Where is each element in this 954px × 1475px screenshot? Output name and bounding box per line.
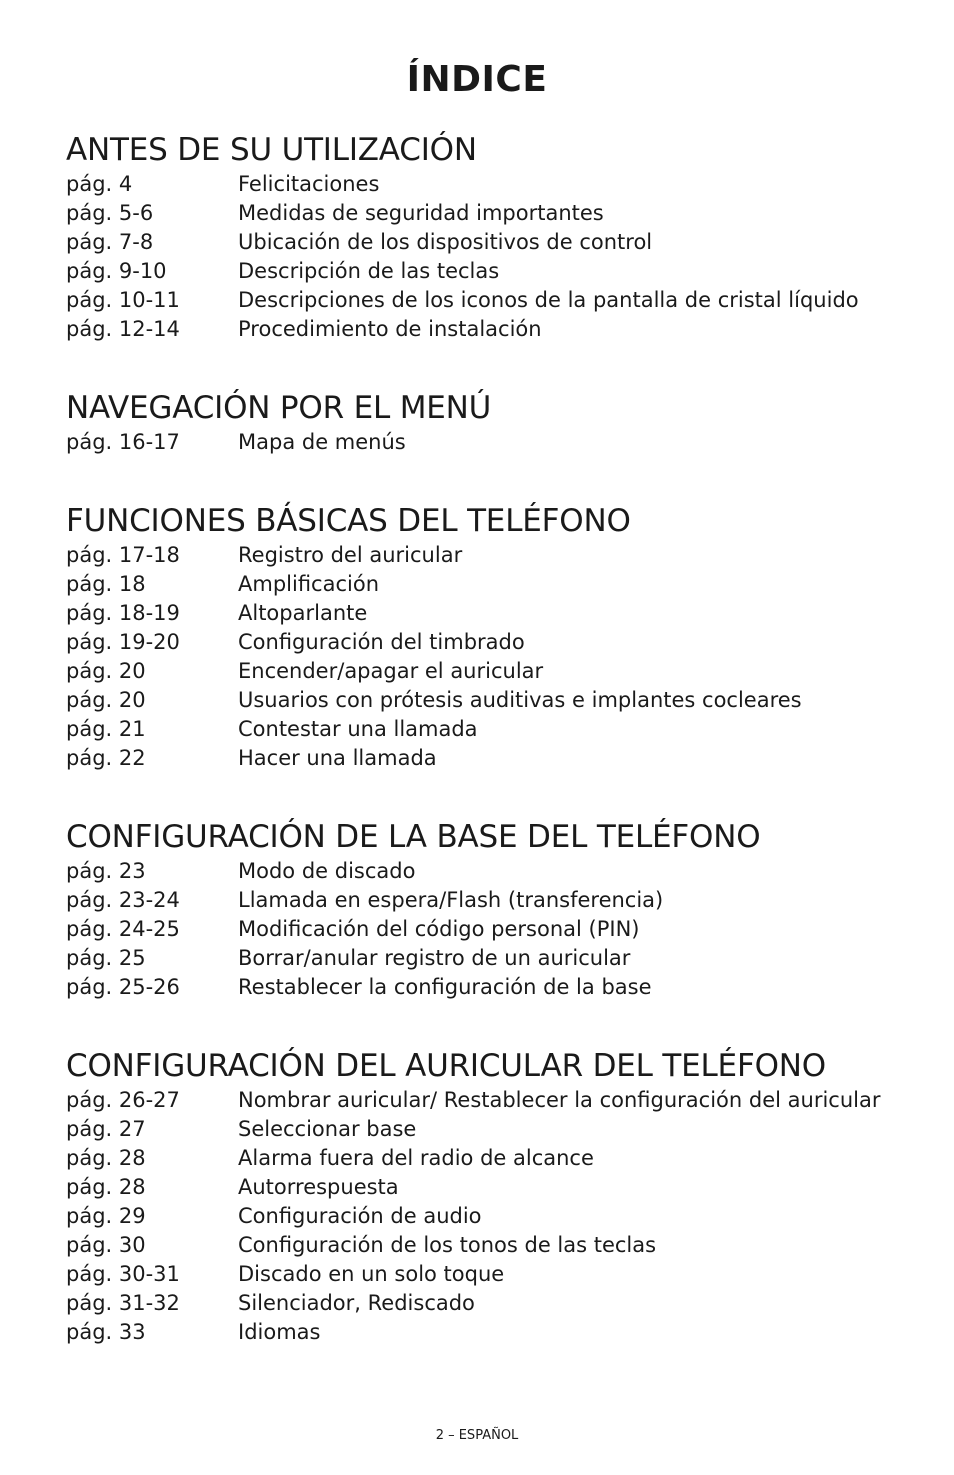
toc-entry bbox=[66, 1144, 906, 1173]
toc-entry bbox=[66, 657, 906, 686]
toc-entry bbox=[66, 199, 906, 228]
toc-entry bbox=[66, 1318, 906, 1347]
toc-entry bbox=[66, 628, 906, 657]
page-ref: pág. 30-31 bbox=[66, 1262, 180, 1286]
entry-text: Configuración del timbrado bbox=[238, 630, 525, 654]
entry-text: Descripción de las teclas bbox=[238, 259, 500, 283]
entry-text: Contestar una llamada bbox=[238, 717, 478, 741]
page-ref: pág. 5-6 bbox=[66, 201, 154, 225]
entry-text: Medidas de seguridad importantes bbox=[238, 201, 604, 225]
entry-text: Borrar/anular registro de un auricular bbox=[238, 946, 631, 970]
entry-text: Autorrespuesta bbox=[238, 1175, 399, 1199]
toc-entry bbox=[66, 428, 906, 457]
toc-entry bbox=[66, 286, 906, 315]
entry-text: Descripciones de los iconos de la pantalla de cristal líquido bbox=[238, 288, 859, 312]
page-ref: pág. 25-26 bbox=[66, 975, 180, 999]
page-ref: pág. 9-10 bbox=[66, 259, 167, 283]
toc-entry bbox=[66, 715, 906, 744]
page-ref: pág. 16-17 bbox=[66, 430, 180, 454]
page-ref: pág. 17-18 bbox=[66, 543, 180, 567]
toc-entry bbox=[66, 1086, 906, 1115]
page-ref: pág. 24-25 bbox=[66, 917, 180, 941]
section-title: CONFIGURACIÓN DE LA BASE DEL TELÉFONO bbox=[66, 819, 761, 855]
entry-text: Configuración de audio bbox=[238, 1204, 482, 1228]
entry-text: Encender/apagar el auricular bbox=[238, 659, 544, 683]
toc-entry bbox=[66, 1260, 906, 1289]
entry-text: Hacer una llamada bbox=[238, 746, 437, 770]
toc-entry bbox=[66, 1115, 906, 1144]
toc-entry bbox=[66, 915, 906, 944]
entry-text: Restablecer la configuración de la base bbox=[238, 975, 652, 999]
page-ref: pág. 29 bbox=[66, 1204, 146, 1228]
toc-entry bbox=[66, 315, 906, 344]
page-footer: 2 – ESPAÑOL bbox=[435, 1428, 519, 1443]
toc-entry bbox=[66, 744, 906, 773]
toc-entry bbox=[66, 1231, 906, 1260]
page-ref: pág. 31-32 bbox=[66, 1291, 180, 1315]
entry-text: Modificación del código personal (PIN) bbox=[238, 917, 640, 941]
entry-text: Usuarios con prótesis auditivas e implantes cocleares bbox=[238, 688, 802, 712]
page-ref: pág. 19-20 bbox=[66, 630, 180, 654]
toc-entry bbox=[66, 1289, 906, 1318]
table-of-contents bbox=[66, 130, 906, 1391]
page-ref: pág. 25 bbox=[66, 946, 146, 970]
page-ref: pág. 28 bbox=[66, 1175, 146, 1199]
entry-text: Discado en un solo toque bbox=[238, 1262, 505, 1286]
section-title: CONFIGURACIÓN DEL AURICULAR DEL TELÉFONO bbox=[66, 1048, 826, 1084]
toc-section-navegacion bbox=[66, 388, 906, 457]
toc-section-antes bbox=[66, 130, 906, 344]
page-ref: pág. 33 bbox=[66, 1320, 146, 1344]
entry-text: Procedimiento de instalación bbox=[238, 317, 542, 341]
entry-text: Nombrar auricular/ Restablecer la configuración del auricular bbox=[238, 1088, 881, 1112]
toc-section-config-auricular bbox=[66, 1046, 906, 1347]
toc-entry bbox=[66, 944, 906, 973]
entry-text: Seleccionar base bbox=[238, 1117, 417, 1141]
page-ref: pág. 28 bbox=[66, 1146, 146, 1170]
toc-entry bbox=[66, 1202, 906, 1231]
entry-text: Amplificación bbox=[238, 572, 380, 596]
entry-text: Felicitaciones bbox=[238, 172, 380, 196]
page-ref: pág. 7-8 bbox=[66, 230, 154, 254]
toc-entry bbox=[66, 570, 906, 599]
section-title: NAVEGACIÓN POR EL MENÚ bbox=[66, 390, 492, 426]
toc-entry bbox=[66, 686, 906, 715]
page-ref: pág. 22 bbox=[66, 746, 146, 770]
entry-text: Alarma fuera del radio de alcance bbox=[238, 1146, 594, 1170]
page-ref: pág. 26-27 bbox=[66, 1088, 180, 1112]
page-ref: pág. 23-24 bbox=[66, 888, 180, 912]
section-title: FUNCIONES BÁSICAS DEL TELÉFONO bbox=[66, 503, 631, 539]
toc-entry bbox=[66, 1173, 906, 1202]
section-title: ANTES DE SU UTILIZACIÓN bbox=[66, 132, 477, 168]
entry-text: Mapa de menús bbox=[238, 430, 406, 454]
page-ref: pág. 30 bbox=[66, 1233, 146, 1257]
toc-section-config-base bbox=[66, 817, 906, 1002]
page-title: ÍNDICE bbox=[406, 59, 548, 100]
entry-text: Silenciador, Rediscado bbox=[238, 1291, 475, 1315]
page-ref: pág. 27 bbox=[66, 1117, 146, 1141]
toc-entry bbox=[66, 170, 906, 199]
toc-entry bbox=[66, 228, 906, 257]
toc-entry bbox=[66, 599, 906, 628]
page-ref: pág. 10-11 bbox=[66, 288, 180, 312]
entry-text: Modo de discado bbox=[238, 859, 416, 883]
entry-text: Altoparlante bbox=[238, 601, 368, 625]
toc-entry bbox=[66, 886, 906, 915]
entry-text: Llamada en espera/Flash (transferencia) bbox=[238, 888, 664, 912]
toc-entry bbox=[66, 973, 906, 1002]
toc-entry bbox=[66, 257, 906, 286]
page-ref: pág. 18-19 bbox=[66, 601, 180, 625]
page-ref: pág. 20 bbox=[66, 688, 146, 712]
page-ref: pág. 21 bbox=[66, 717, 146, 741]
page-ref: pág. 23 bbox=[66, 859, 146, 883]
toc-entry bbox=[66, 857, 906, 886]
page-ref: pág. 20 bbox=[66, 659, 146, 683]
page-ref: pág. 18 bbox=[66, 572, 146, 596]
page-ref: pág. 12-14 bbox=[66, 317, 180, 341]
entry-text: Registro del auricular bbox=[238, 543, 463, 567]
entry-text: Ubicación de los dispositivos de control bbox=[238, 230, 653, 254]
entry-text: Idiomas bbox=[238, 1320, 321, 1344]
toc-entry bbox=[66, 541, 906, 570]
page-ref: pág. 4 bbox=[66, 172, 133, 196]
toc-section-funciones bbox=[66, 501, 906, 773]
entry-text: Configuración de los tonos de las teclas bbox=[238, 1233, 657, 1257]
